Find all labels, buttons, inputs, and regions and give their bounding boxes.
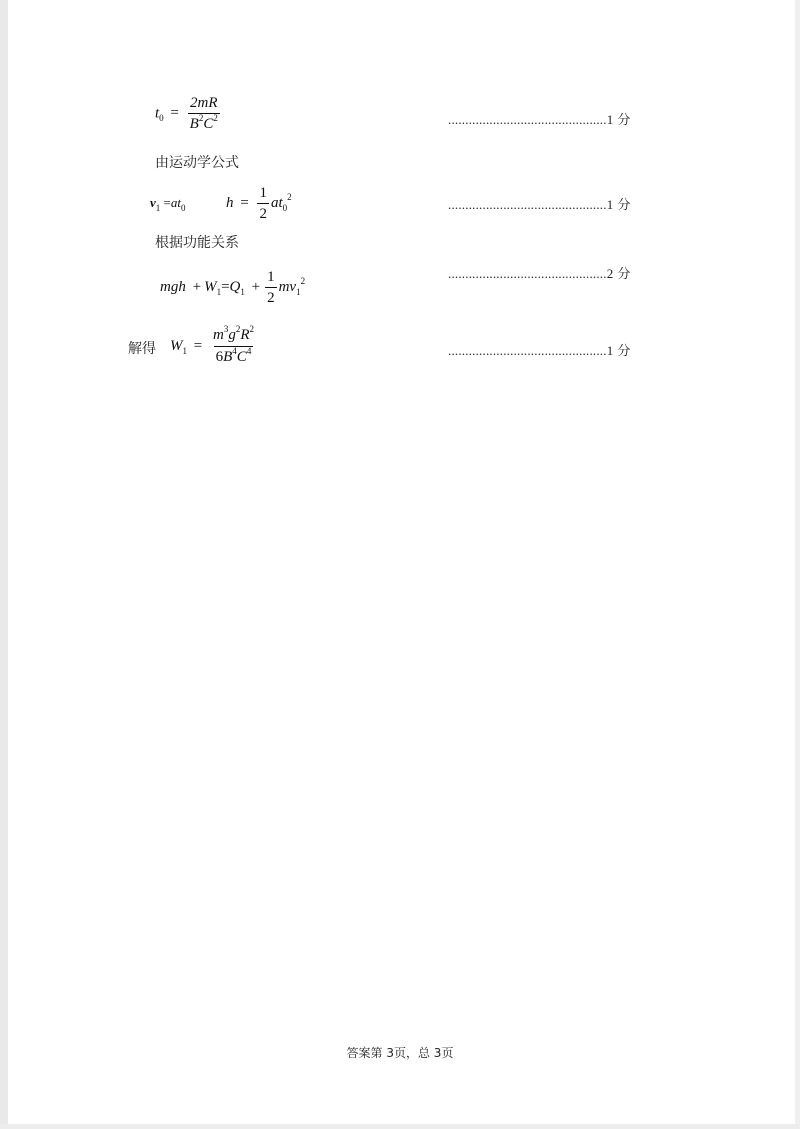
sub-0: 0 [181, 203, 186, 213]
page-edge-left [0, 0, 8, 1129]
fraction-denominator: 2 [265, 287, 277, 307]
number-6: 6 [215, 349, 224, 365]
var-g: g [228, 327, 236, 343]
score-points: 2 [606, 266, 614, 281]
sub-0: 0 [282, 202, 288, 213]
fraction-t0 [188, 94, 220, 134]
score-line-2 [448, 194, 631, 213]
page-edge-right [795, 0, 800, 1129]
sup-2: 2 [198, 113, 204, 123]
var-t: t [155, 105, 160, 122]
var-B: B [223, 349, 233, 365]
fraction-numerator: 1 [259, 185, 267, 201]
sub-1: 1 [296, 286, 301, 297]
equation-v1 [150, 194, 186, 213]
score-unit: 分 [617, 113, 631, 128]
sub-1: 1 [182, 345, 187, 356]
equation-W1 [170, 326, 258, 367]
score-dots: .............................................. [448, 343, 607, 358]
equals-sign: = [240, 194, 249, 211]
var-h: h [226, 194, 234, 211]
score-line-4 [448, 340, 631, 359]
score-points: 1 [606, 343, 614, 358]
var-mgh: mgh [160, 278, 186, 295]
label-kinematics: 由运动学公式 [155, 155, 239, 171]
sub-1: 1 [155, 203, 161, 213]
sub-1: 1 [240, 286, 245, 297]
score-dots: .............................................. [448, 112, 607, 127]
page-edge-bottom [0, 1124, 800, 1129]
var-at: at [170, 195, 181, 210]
var-C: C [236, 349, 247, 365]
sup-4: 4 [232, 346, 237, 356]
equals-sign: = [193, 337, 203, 354]
label-solution: 解得 [128, 341, 156, 357]
equals-sign: = [221, 278, 230, 295]
plus-sign: + [192, 278, 202, 295]
equation-h [226, 184, 292, 223]
fraction-half [257, 184, 269, 223]
var-at: at [270, 194, 283, 211]
score-dots: .............................................. [448, 197, 607, 212]
sub-0: 0 [159, 113, 164, 124]
var-C: C [203, 116, 214, 132]
score-line-3 [448, 263, 631, 282]
fraction-numerator: 1 [267, 269, 275, 285]
var-v: v [150, 195, 156, 210]
var-Q: Q [229, 278, 241, 295]
equals-sign: = [170, 105, 179, 122]
score-unit: 分 [617, 267, 631, 282]
fraction-half [265, 268, 277, 307]
var-mv: mv [278, 278, 297, 295]
equation-energy [160, 268, 305, 307]
fraction-W1 [211, 326, 256, 367]
var-W: W [204, 278, 217, 295]
score-unit: 分 [617, 198, 631, 213]
sup-2: 2 [213, 113, 218, 123]
sup-2: 2 [249, 324, 254, 334]
var-m: m [212, 327, 224, 343]
fraction-denominator [214, 346, 254, 367]
var-W: W [170, 337, 183, 354]
score-dots: .............................................. [448, 266, 607, 281]
fraction-denominator [188, 113, 220, 134]
plus-sign: + [251, 278, 261, 295]
fraction-numerator: 2mR [189, 95, 218, 111]
sup-4: 4 [246, 346, 252, 356]
sup-2: 2 [300, 275, 306, 286]
page-footer: 答案第 3页，总 3页 [346, 1046, 454, 1060]
fraction-denominator: 2 [257, 203, 269, 223]
sup-2: 2 [235, 324, 241, 334]
fraction-numerator [211, 326, 256, 346]
var-B: B [189, 116, 199, 132]
label-energy-relation: 根据功能关系 [155, 235, 239, 251]
equals-sign: = [160, 195, 171, 210]
score-points: 1 [606, 197, 614, 212]
score-line-1 [448, 109, 631, 128]
var-R: R [240, 327, 250, 343]
score-unit: 分 [617, 344, 631, 359]
sub-1: 1 [216, 286, 222, 297]
equation-t0 [155, 94, 222, 134]
score-points: 1 [606, 112, 614, 127]
sup-3: 3 [223, 324, 229, 334]
sup-2: 2 [287, 191, 292, 202]
